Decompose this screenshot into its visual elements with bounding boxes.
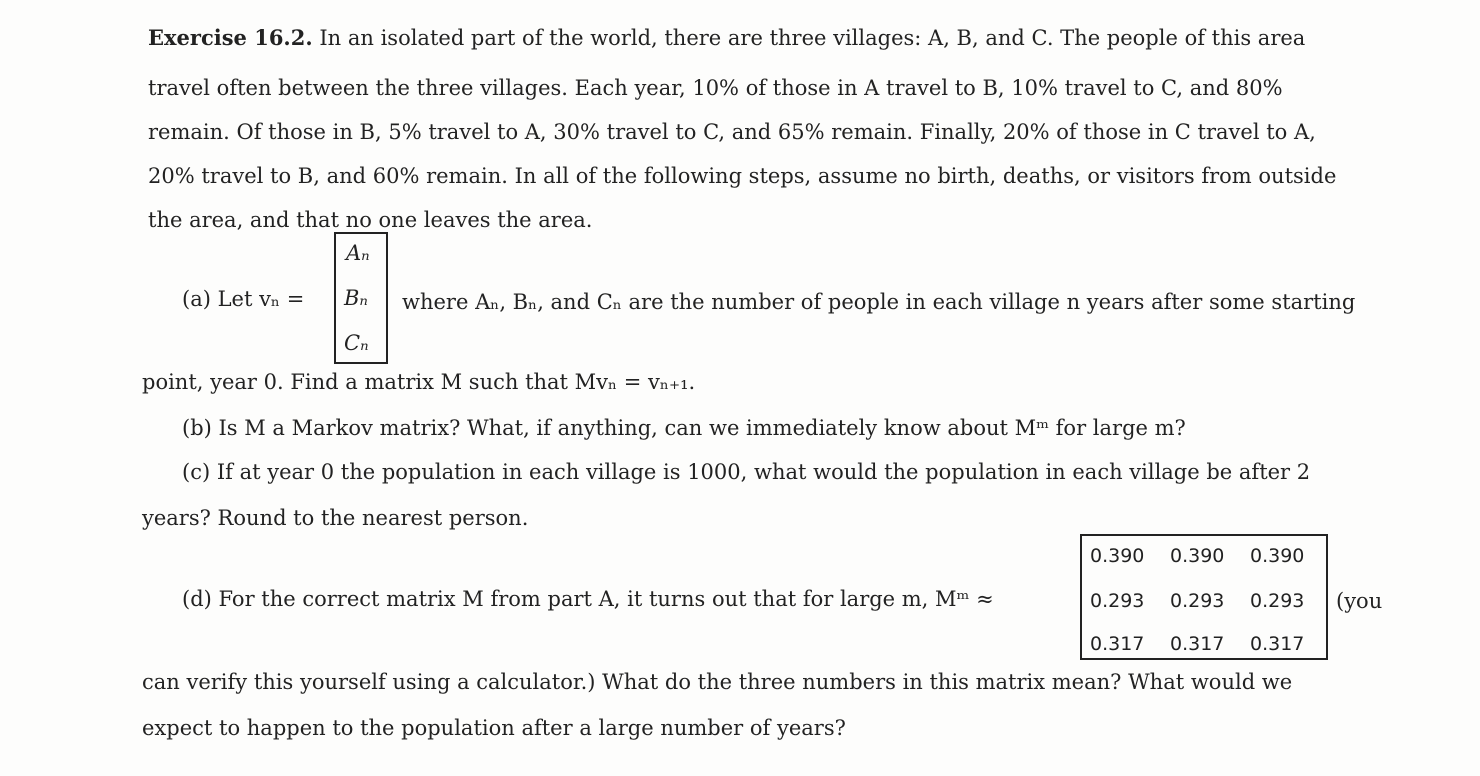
vector-entry-c: Cₙ xyxy=(344,331,369,355)
intro-line-5: the area, and that no one leaves the area. xyxy=(148,208,593,232)
intro-line-2: travel often between the three villages. Each year, 10% of those in A travel to B, 10% travel to C, and 80% xyxy=(148,76,1283,100)
limit-matrix xyxy=(1080,534,1328,660)
part-d-lead: (d) For the correct matrix M from part A, it turns out that for large m, Mᵐ ≈ xyxy=(182,587,994,611)
part-a-line-2: point, year 0. Find a matrix M such that Mvₙ = vₙ₊₁. xyxy=(142,370,696,394)
matrix-cell: 0.293 xyxy=(1250,590,1305,612)
matrix-cell: 0.317 xyxy=(1090,633,1145,655)
intro-text-1: In an isolated part of the world, there are three villages: A, B, and C. The people of this area xyxy=(319,26,1306,50)
matrix-cell: 0.317 xyxy=(1250,633,1305,655)
exercise-label: Exercise 16.2. xyxy=(148,25,313,50)
vector-v-n xyxy=(334,232,388,364)
matrix-cell: 0.293 xyxy=(1170,590,1225,612)
part-c-line-2: years? Round to the nearest person. xyxy=(142,506,529,530)
matrix-cell: 0.293 xyxy=(1090,590,1145,612)
part-d-line-2: can verify this yourself using a calculator.) What do the three numbers in this matrix mean? What would we xyxy=(142,670,1293,694)
intro-line-1 xyxy=(148,24,1305,52)
intro-line-3: remain. Of those in B, 5% travel to A, 30% travel to C, and 65% remain. Finally, 20% of those in C travel to A, xyxy=(148,120,1316,144)
matrix-cell: 0.390 xyxy=(1170,545,1225,567)
matrix-cell: 0.317 xyxy=(1170,633,1225,655)
part-b: (b) Is M a Markov matrix? What, if anything, can we immediately know about Mᵐ for large m? xyxy=(182,416,1186,440)
matrix-cell: 0.390 xyxy=(1090,545,1145,567)
part-a-lead: (a) Let vₙ = xyxy=(182,287,305,311)
part-c-line-1: (c) If at year 0 the population in each village is 1000, what would the population in each village be after 2 xyxy=(182,460,1311,484)
part-d-line-3: expect to happen to the population after a large number of years? xyxy=(142,716,846,740)
part-a-trail: where Aₙ, Bₙ, and Cₙ are the number of people in each village n years after some starting xyxy=(402,290,1356,314)
matrix-cell: 0.390 xyxy=(1250,545,1305,567)
vector-entry-a: Aₙ xyxy=(346,241,370,265)
intro-line-4: 20% travel to B, and 60% remain. In all of the following steps, assume no birth, deaths, or visitors from outside xyxy=(148,164,1337,188)
vector-entry-b: Bₙ xyxy=(344,286,368,310)
part-d-trail: (you xyxy=(1336,589,1383,613)
